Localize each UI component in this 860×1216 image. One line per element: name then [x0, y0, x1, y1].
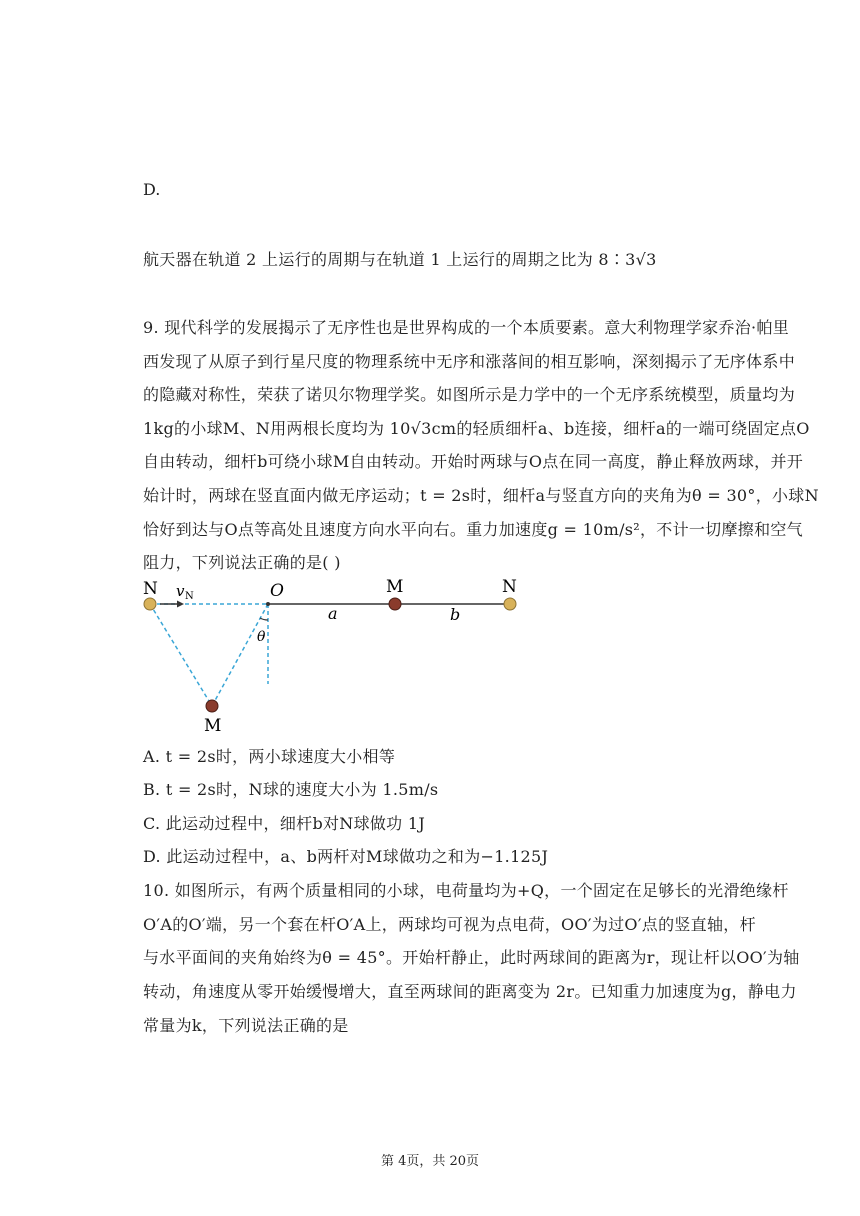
dash-n-m: [150, 604, 212, 706]
q9-figure: [138, 576, 538, 736]
q9-option-b: B. t = 2s时，N球的速度大小为 1.5m/s: [143, 780, 439, 799]
q10-stem-line: 转动，角速度从零开始缓慢增大，直至两球间的距离变为 2r。已知重力加速度为g，静电力: [143, 982, 797, 1001]
q9-stem-line: 自由转动，细杆b可绕小球M自由转动。开始时两球与O点在同一高度，静止释放两球，并开: [143, 452, 804, 471]
ball-m-bottom: [206, 700, 218, 712]
q9-stem-line: 阻力，下列说法正确的是( ): [143, 553, 341, 572]
q9-stem-line: 西发现了从原子到行星尺度的物理系统中无序和涨落间的相互影响，深刻揭示了无序体系中: [143, 352, 796, 371]
q10-stem-line: 与水平面间的夹角始终为θ = 45°。开始杆静止，此时两球间的距离为r，现让杆以OO′为轴: [143, 948, 800, 967]
velocity-arrowhead: [177, 601, 184, 608]
page-footer: 第 4页，共 20页: [380, 1154, 480, 1169]
q10-stem-line: O′A的O′端，另一个套在杆O′A上，两球均可视为点电荷，OO′为过O′点的竖直轴，杆: [143, 915, 756, 934]
label-n-left: N: [143, 579, 158, 599]
q9-stem-line: 1kg的小球M、N用两根长度均为 10√3cm的轻质细杆a、b连接，细杆a的一端可绕固定点O: [143, 419, 810, 438]
q9-option-a: A. t = 2s时，两小球速度大小相等: [143, 747, 396, 766]
ball-n-right: [504, 598, 516, 610]
label-n-right: N: [502, 577, 517, 597]
ball-m-top: [389, 598, 401, 610]
q9-stem-line: 9. 现代科学的发展揭示了无序性也是世界构成的一个本质要素。意大利物理学家乔治·帕里: [143, 318, 790, 337]
q10-stem-line: 常量为k，下列说法正确的是: [143, 1016, 349, 1035]
theta-arc: [260, 618, 268, 620]
label-vn-subscript: N: [185, 591, 194, 602]
prev-option-d-text: 航天器在轨道 2 上运行的周期与在轨道 1 上运行的周期之比为 8∶3√3: [143, 250, 657, 269]
label-m-top: M: [386, 577, 404, 597]
prev-option-d-letter: D.: [143, 180, 161, 199]
q9-stem-line: 的隐藏对称性，荣获了诺贝尔物理学奖。如图所示是力学中的一个无序系统模型，质量均为: [143, 385, 796, 404]
label-b: b: [450, 605, 461, 624]
label-m-bottom: M: [204, 716, 222, 736]
label-theta: θ: [257, 629, 266, 645]
q9-stem-line: 始计时，两球在竖直面内做无序运动；t = 2s时，细杆a与竖直方向的夹角为θ = 30°，小球N: [143, 486, 819, 505]
label-vn: v: [176, 582, 185, 600]
label-a: a: [328, 604, 338, 623]
pivot-o: [266, 602, 270, 606]
dash-o-m: [212, 604, 268, 706]
ball-n-left: [144, 598, 156, 610]
label-o: O: [270, 581, 284, 601]
q9-option-d: D. 此运动过程中，a、b两杆对M球做功之和为−1.125J: [143, 847, 549, 866]
q10-stem-line: 10. 如图所示，有两个质量相同的小球，电荷量均为+Q，一个固定在足够长的光滑绝缘杆: [143, 881, 789, 900]
q9-stem-line: 恰好到达与O点等高处且速度方向水平向右。重力加速度g = 10m/s²，不计一切摩擦和空气: [143, 520, 803, 539]
q9-option-c: C. 此运动过程中，细杆b对N球做功 1J: [143, 814, 426, 833]
